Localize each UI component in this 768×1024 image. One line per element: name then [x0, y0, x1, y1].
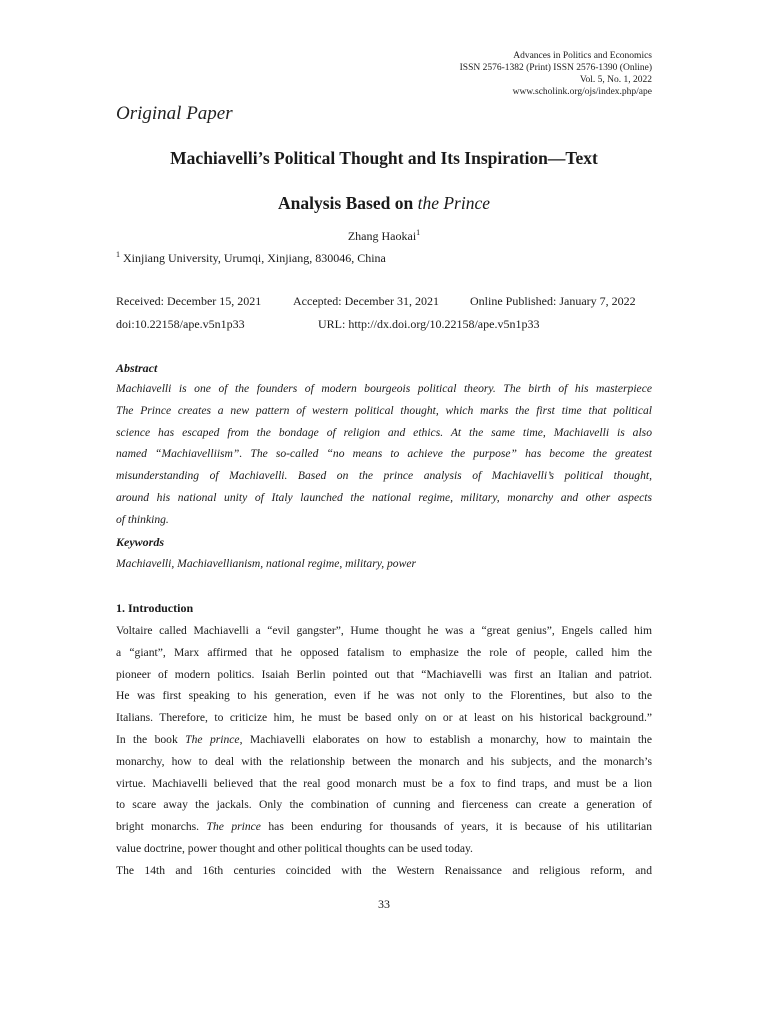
intro-line: virtue. Machiavelli believed that the real good monarch must be a fox to find traps, and must be a lion — [116, 776, 652, 790]
intro-line: to scare away the jackals. Only the combination of cunning and fierceness can create a generation of — [116, 798, 652, 812]
abstract-heading: Abstract — [116, 361, 158, 375]
intro-line: a “giant”, Marx affirmed that he opposed fatalism to emphasize the role of people, called him the — [116, 645, 652, 659]
page-number: 33 — [378, 897, 390, 911]
journal-name: Advances in Politics and Economics — [513, 51, 652, 61]
doi-url[interactable]: URL: http://dx.doi.org/10.22158/ape.v5n1p33 — [318, 317, 540, 331]
intro-line10-rest: has been enduring for thousands of years, it is because of his utilitarian — [260, 820, 652, 834]
keywords-heading: Keywords — [116, 535, 164, 549]
title-italic: the Prince — [417, 193, 490, 213]
keywords-text — [116, 553, 652, 575]
introduction-text — [116, 620, 652, 882]
intro-line: value doctrine, power thought and other political thoughts can be used today. — [116, 841, 473, 855]
abstract-line: Machiavelli is one of the founders of modern bourgeois political theory. The birth of his masterpiece — [116, 382, 652, 395]
abstract-line: science has escaped from the bondage of religion and ethics. At the same time, Machiavelli is also — [116, 425, 652, 439]
intro-line: Italians. Therefore, to criticize him, he must be based only on or at least on his historical background.” — [116, 711, 652, 725]
abstract-line: named “Machiavelliism”. The so-called “no means to achieve the purpose” has become the greatest — [116, 447, 652, 461]
journal-url[interactable]: www.scholink.org/ojs/index.php/ape — [512, 87, 652, 97]
journal-issn: ISSN 2576-1382 (Print) ISSN 2576-1390 (Online) — [459, 63, 652, 73]
intro-line: Voltaire called Machiavelli a “evil gangster”, Hume thought he was a “great genius”, Engels called him — [116, 624, 652, 637]
paper-title-line1: Machiavelli’s Political Thought and Its Inspiration—Text — [170, 148, 598, 168]
published-date: Online Published: January 7, 2022 — [470, 294, 636, 308]
intro-line: The 14th and 16th centuries coincided with the Western Renaissance and religious reform, and — [116, 863, 652, 877]
book-title-italic: The prince — [185, 732, 240, 746]
abstract-line: of thinking. — [116, 512, 169, 526]
affiliation-sup: 1 — [116, 250, 120, 259]
book-title-italic: The prince — [206, 820, 261, 834]
title-prefix: Analysis Based on — [278, 193, 418, 213]
affiliation — [116, 250, 386, 266]
author-sup: 1 — [416, 228, 421, 237]
paper-type: Original Paper — [116, 103, 233, 124]
intro-line — [116, 729, 652, 751]
accepted-date: Accepted: December 31, 2021 — [293, 294, 439, 308]
introduction-heading: 1. Introduction — [116, 601, 194, 615]
abstract-line: The Prince creates a new pattern of western political thought, which marks the first time that political — [116, 403, 652, 417]
paper-title-line2 — [116, 193, 652, 214]
intro-line: monarchy, how to deal with the relationship between the monarch and his subjects, and the monarch’s — [116, 754, 652, 768]
affiliation-text: Xinjiang University, Urumqi, Xinjiang, 830046, China — [120, 251, 386, 265]
intro-line — [116, 816, 652, 838]
abstract-text — [116, 378, 652, 531]
journal-volume: Vol. 5, No. 1, 2022 — [579, 75, 652, 85]
author — [116, 228, 652, 244]
intro-line6-start: In the book — [116, 732, 186, 746]
received-date: Received: December 15, 2021 — [116, 294, 262, 308]
abstract-line: misunderstanding of Machiavelli. Based on the prince analysis of Machiavelli’s political thought, — [116, 469, 652, 483]
journal-header — [460, 50, 652, 98]
intro-line10-start: bright monarchs. — [116, 820, 207, 834]
intro-line: pioneer of modern politics. Isaiah Berlin pointed out that “Machiavelli was first an Italian and patriot. — [116, 667, 652, 681]
author-name: Zhang Haokai — [347, 229, 417, 243]
intro-line6-rest: , Machiavelli elaborates on how to establish a monarchy, how to maintain the — [239, 732, 652, 746]
doi-text[interactable]: doi:10.22158/ape.v5n1p33 — [116, 317, 245, 331]
abstract-line: around his national unity of Italy launched the national regime, military, monarchy and other aspects — [116, 490, 652, 504]
keywords-line: Machiavelli, Machiavellianism, national regime, military, power — [116, 557, 416, 570]
intro-line: He was first speaking to his generation, even if he was not only to the Florentines, but also to the — [116, 689, 652, 703]
